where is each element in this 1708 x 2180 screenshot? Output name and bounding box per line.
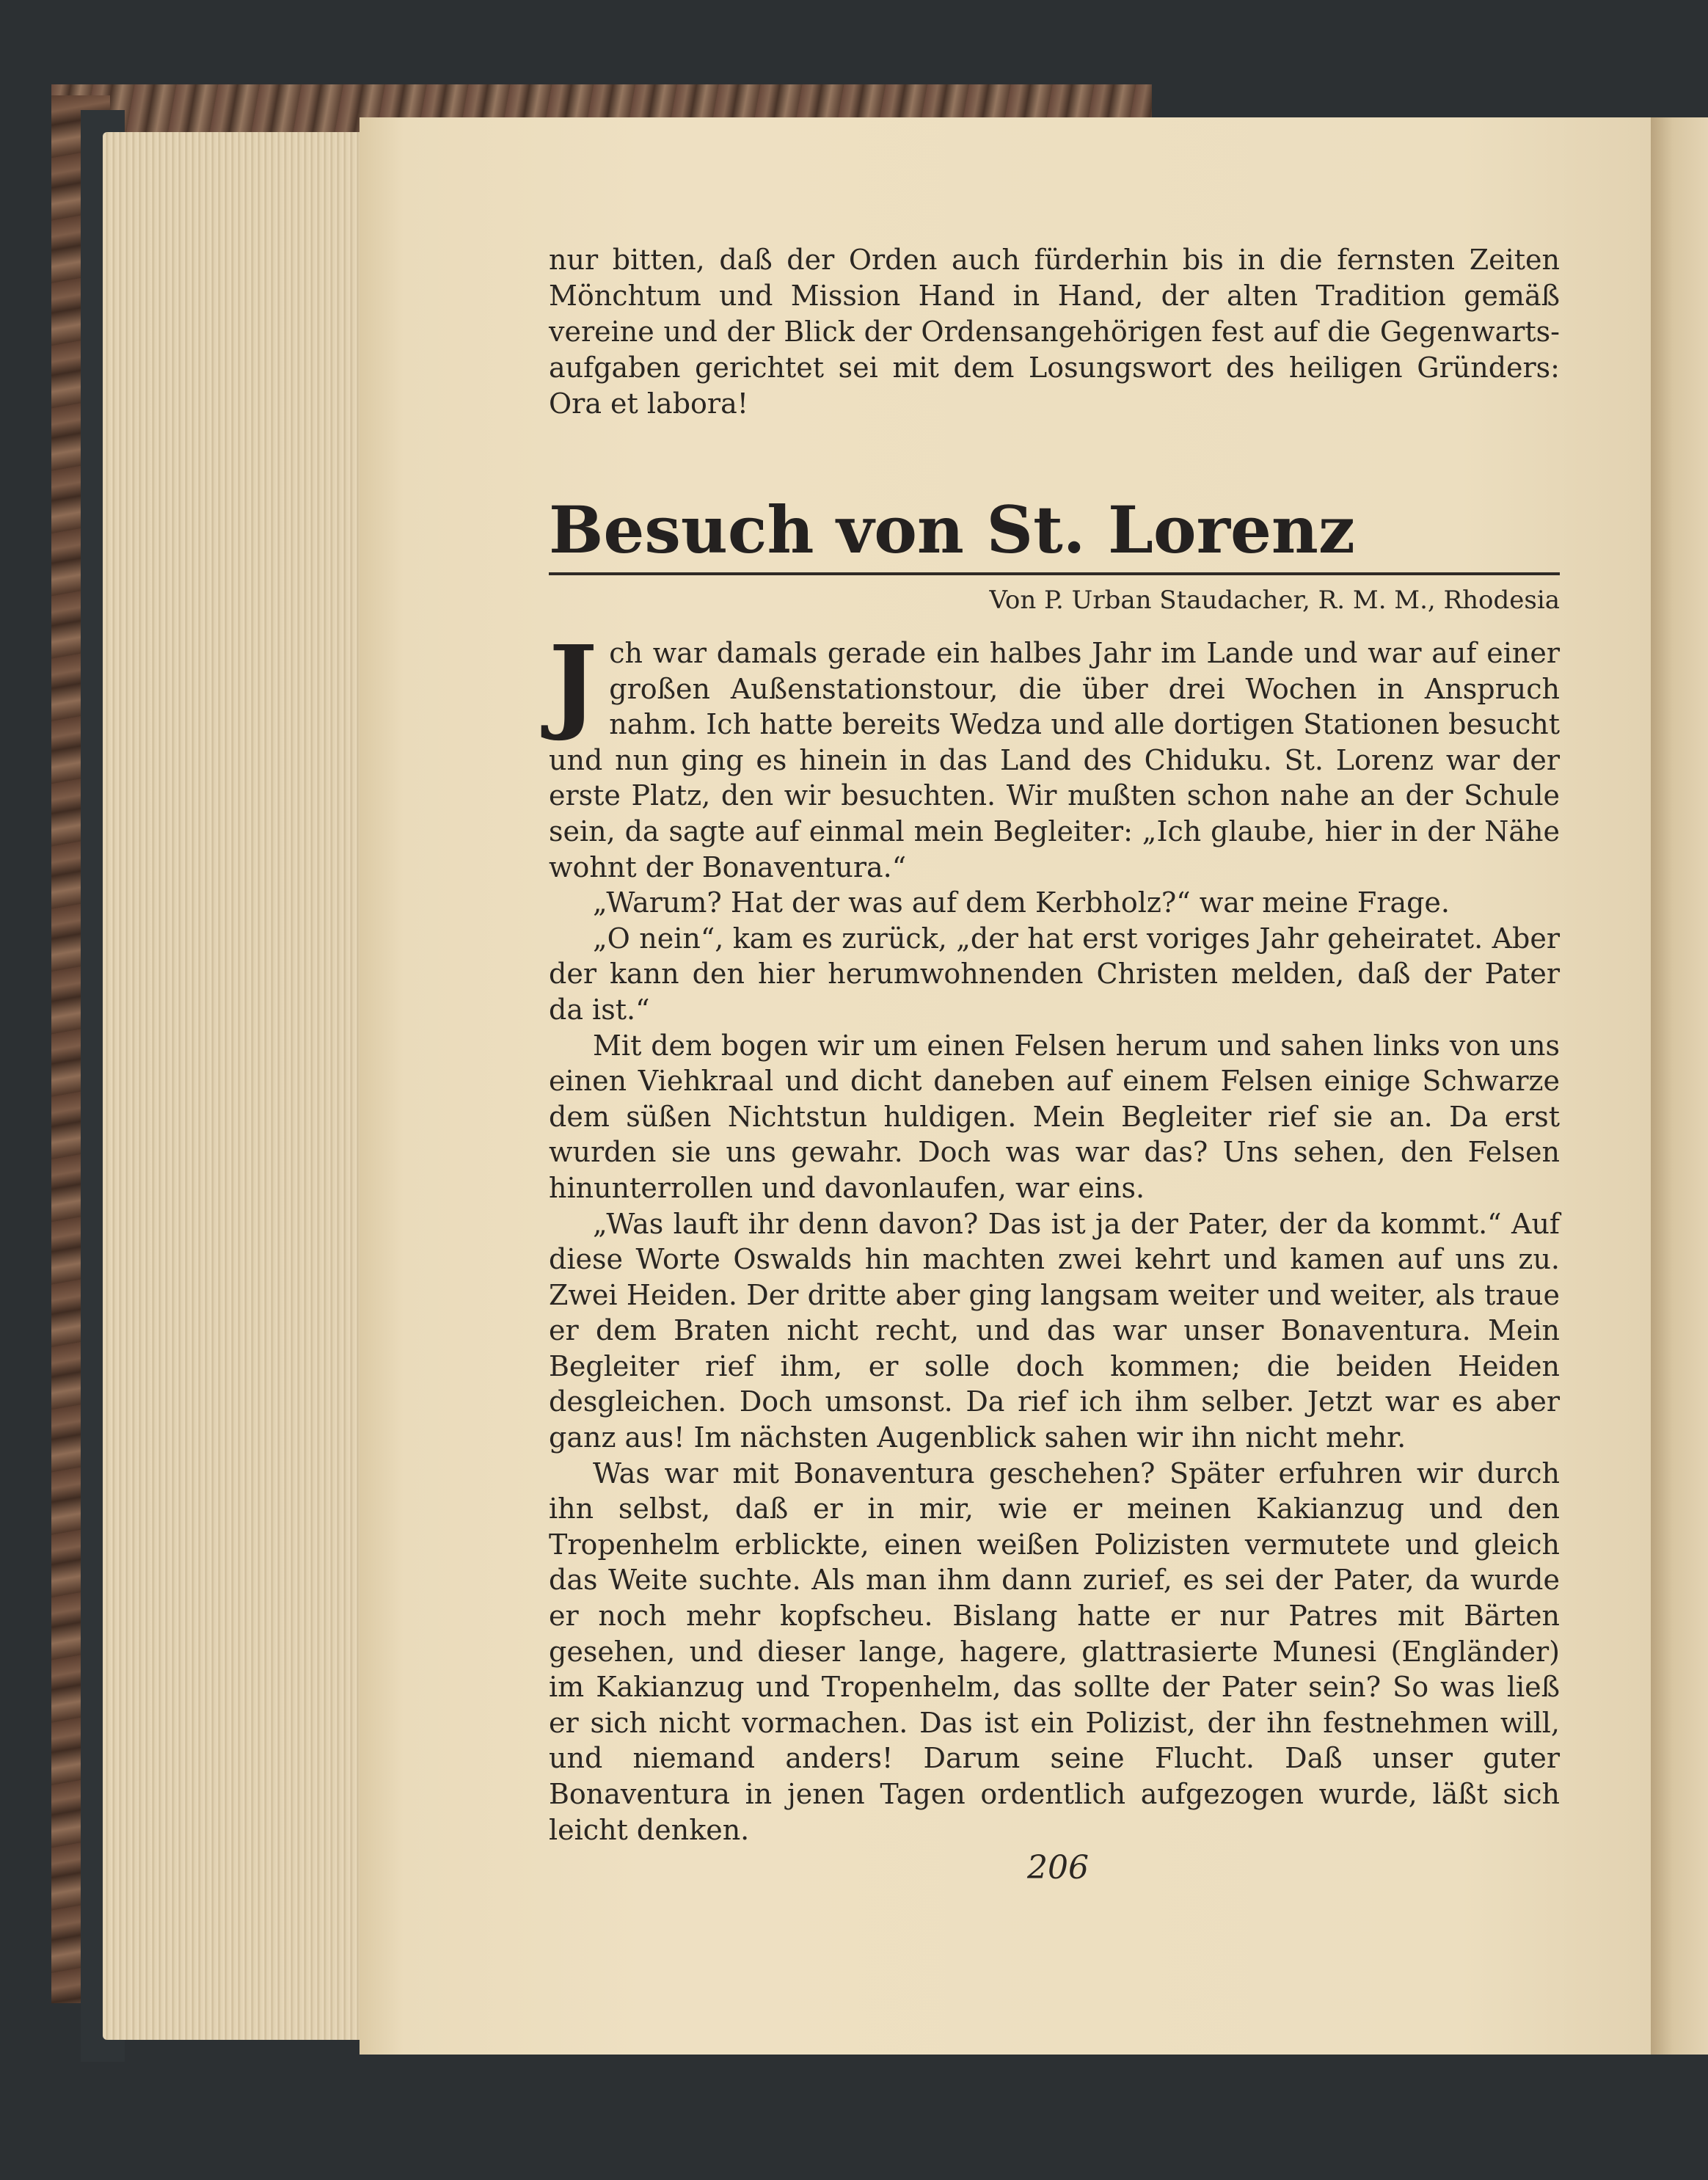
facing-page-edge xyxy=(1651,117,1708,2055)
page-edges xyxy=(103,132,367,2040)
intro-block xyxy=(549,242,1560,422)
article-paragraph: Was war mit Bonaventura geschehen? Später erfuhren wir durch ihn selbst, daß er in mir, wie er meinen Kakianzug und den Tropenhelm erblickte, einen weißen Polizisten vermutete und gleich das Weite suchte. Als man ihm dann zurief, es sei der Pater, da wurde er noch mehr kopfscheu. Bislang hatte er nur Patres mit Bärten gesehen, und dieser lange, hagere, glattrasierte Munesi (Engländer) im Kakianzug und Tropenhelm, das sollte der Pater sein? So was ließ er sich nicht vormachen. Das ist ein Polizist, der ihn festnehmen will, und niemand anders! Darum seine Flucht. Daß unser guter Bonaventura in jenen Tagen ordentlich aufgezogen wurde, läßt sich leicht denken. xyxy=(549,1457,1560,1846)
drop-cap: J xyxy=(549,624,598,744)
article-title: Besuch von St. Lorenz xyxy=(549,492,1355,568)
article-paragraph: „Was lauft ihr denn davon? Das ist ja der Pater, der da kommt.“ Auf diese Worte Oswalds hin machten zwei kehrt und kamen auf uns zu. Zwei Heiden. Der dritte aber ging langsam weiter und weiter, als traue er dem Braten nicht recht, und das war unser Bonaventura. Mein Begleiter rief ihm, er solle doch kommen; die beiden Heiden desgleichen. Doch umsonst. Da rief ich ihm selber. Jetzt war es aber ganz aus! Im nächsten Augenblick sahen wir ihn nicht mehr. xyxy=(549,1207,1560,1454)
article-paragraph: „O nein“, kam es zurück, „der hat erst voriges Jahr geheiratet. Aber der kann den hier herumwohnenden Christen melden, daß der Pater da ist.“ xyxy=(549,922,1560,1026)
title-divider xyxy=(549,572,1560,575)
page-number: 206 xyxy=(1027,1849,1089,1886)
article-byline: Von P. Urban Staudacher, R. M. M., Rhodesia xyxy=(989,586,1560,615)
intro-paragraph: nur bitten, daß der Orden auch fürderhin bis in die fernsten Zeiten Mönchtum und Mission Hand in Hand, der alten Tradition gemäß vereine und der Blick der Ordensangehörigen fest auf die Gegenwarts-aufgaben gerichtet sei mit dem Losungswort des heiligen Gründers: Ora et labora! xyxy=(549,244,1560,420)
article-paragraph xyxy=(549,624,1560,885)
article-paragraph-text: ch war damals gerade ein halbes Jahr im Lande und war auf einer großen Außenstationstour, die über drei Wochen in Anspruch nahm. Ich hatte bereits Wedza und alle dortigen Stationen besucht und nun ging es hinein in das Land des Chiduku. St. Lorenz war der erste Platz, den wir besuchten. Wir mußten schon nahe an der Schule sein, da sagte auf einmal mein Begleiter: „Ich glaube, hier in der Nähe wohnt der Bonaventura.“ xyxy=(549,637,1560,883)
article-body xyxy=(549,624,1560,1848)
article-paragraph: „Warum? Hat der was auf dem Kerbholz?“ war meine Frage. xyxy=(593,886,1450,919)
article-paragraph: Mit dem bogen wir um einen Felsen herum und sahen links von uns einen Viehkraal und dicht daneben auf einem Felsen einige Schwarze dem süßen Nichtstun huldigen. Mein Begleiter rief sie an. Da erst wurden sie uns gewahr. Doch was war das? Uns sehen, den Felsen hinunterrollen und davonlaufen, war eins. xyxy=(549,1029,1560,1204)
